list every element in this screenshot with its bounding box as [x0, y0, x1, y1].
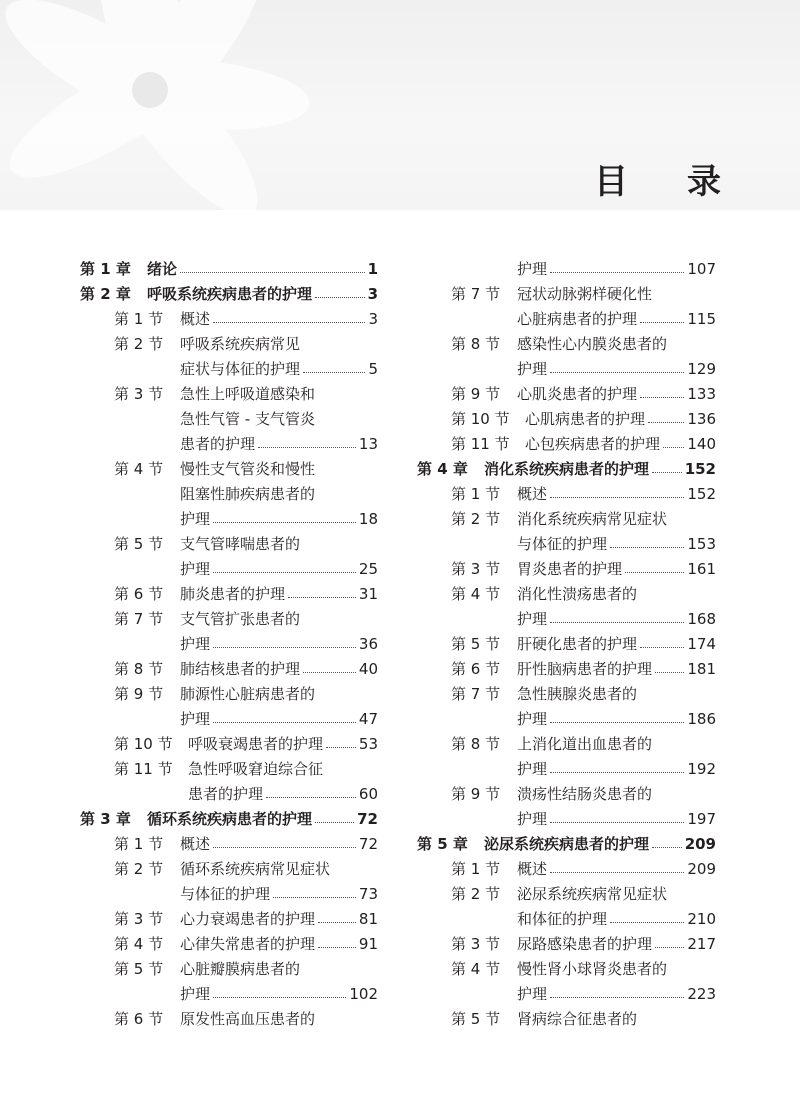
- toc-entry-continuation[interactable]: [417, 707, 716, 732]
- toc-entry-number: 第 10 节: [114, 735, 173, 753]
- toc-entry-title: 概述: [517, 860, 548, 878]
- toc-column-right: [417, 257, 716, 1032]
- toc-entry-continuation[interactable]: [417, 257, 716, 282]
- dot-leader: [550, 857, 684, 873]
- toc-entry-title: 原发性高血压患者的: [180, 1010, 316, 1028]
- toc-chapter-entry[interactable]: [80, 807, 378, 832]
- dot-leader: [213, 307, 365, 323]
- toc-page-number: 53: [358, 735, 378, 753]
- dot-leader: [315, 282, 365, 298]
- toc-section-entry[interactable]: [80, 307, 378, 332]
- toc-entry-continuation[interactable]: [80, 507, 378, 532]
- toc-entry-number: 第 6 节: [114, 585, 164, 603]
- toc-entry-title: 心力衰竭患者的护理: [180, 910, 316, 928]
- toc-entry-title: 消化系统疾病常见症状: [517, 510, 668, 528]
- toc-page-number: 5: [368, 360, 378, 378]
- toc-entry-number: 第 4 节: [114, 935, 164, 953]
- toc-entry-title: 消化性溃疡患者的: [517, 585, 638, 603]
- toc-entry-title: 护理: [517, 610, 548, 628]
- dot-leader: [550, 982, 684, 998]
- toc-section-entry[interactable]: [80, 932, 378, 957]
- toc-entry-number: 第 3 章: [80, 810, 131, 828]
- toc-entry-number: 第 11 节: [451, 435, 510, 453]
- toc-page-number: 129: [687, 360, 716, 378]
- toc-entry-number: 第 3 节: [114, 910, 164, 928]
- toc-page-number: 107: [687, 260, 716, 278]
- dot-leader: [640, 307, 684, 323]
- toc-entry-number: 第 1 节: [451, 485, 501, 503]
- toc-entry-title: 护理: [180, 560, 211, 578]
- toc-entry-number: 第 8 节: [451, 335, 501, 353]
- toc-entry-number: 第 1 节: [114, 310, 164, 328]
- toc-entry-continuation[interactable]: [80, 982, 378, 1007]
- toc-page-number: 209: [687, 860, 716, 878]
- toc-page-number: 192: [687, 760, 716, 778]
- dot-leader: [273, 882, 356, 898]
- toc-entry-title: 肺源性心脏病患者的: [180, 685, 316, 703]
- toc-section-entry[interactable]: [80, 907, 378, 932]
- toc-entry-continuation[interactable]: [417, 607, 716, 632]
- dot-leader: [655, 657, 684, 673]
- toc-entry-title: 肝性脑病患者的护理: [517, 660, 653, 678]
- toc-entry-continuation[interactable]: [417, 532, 716, 557]
- dot-leader: [550, 607, 684, 623]
- toc-entry-title: 心脏瓣膜病患者的: [180, 960, 301, 978]
- toc-entry-title: 护理: [180, 710, 211, 728]
- dot-leader: [326, 732, 356, 748]
- toc-entry-title: 与体征的护理: [180, 885, 271, 903]
- toc-entry-title: 肝硬化患者的护理: [517, 635, 638, 653]
- toc-entry-number: 第 8 节: [451, 735, 501, 753]
- toc-page-number: 73: [358, 885, 378, 903]
- toc-entry-title: 心肌炎患者的护理: [517, 385, 638, 403]
- toc-section-entry[interactable]: [417, 732, 716, 757]
- toc-section-entry[interactable]: [417, 682, 716, 707]
- toc-section-entry[interactable]: [80, 382, 378, 407]
- toc-entry-title: 患者的护理: [180, 435, 256, 453]
- dot-leader: [550, 482, 684, 498]
- toc-entry-title: 护理: [180, 985, 211, 1003]
- toc-page-number: 36: [358, 635, 378, 653]
- toc-entry-number: 第 3 节: [451, 935, 501, 953]
- toc-page-number: 174: [687, 635, 716, 653]
- dot-leader: [550, 707, 684, 723]
- toc-page-number: 140: [687, 435, 716, 453]
- dot-leader: [266, 782, 356, 798]
- toc-page-number: 209: [684, 835, 716, 853]
- toc-section-entry[interactable]: [80, 957, 378, 982]
- toc-entry-title: 概述: [180, 310, 211, 328]
- toc-section-entry[interactable]: [417, 507, 716, 532]
- page-header: [0, 0, 800, 210]
- page-title: [594, 154, 724, 202]
- toc-section-entry[interactable]: [417, 332, 716, 357]
- toc-page-number: 72: [358, 835, 378, 853]
- toc-entry-number: 第 5 节: [451, 635, 501, 653]
- toc-section-entry[interactable]: [417, 957, 716, 982]
- toc-entry-number: 第 7 节: [114, 610, 164, 628]
- dot-leader: [610, 907, 684, 923]
- toc-entry-number: 第 1 节: [114, 835, 164, 853]
- toc-page-number: 186: [687, 710, 716, 728]
- toc-entry-continuation[interactable]: [80, 432, 378, 457]
- toc-entry-title: 上消化道出血患者的: [517, 735, 653, 753]
- toc-entry-title: 胃炎患者的护理: [517, 560, 623, 578]
- dot-leader: [213, 982, 346, 998]
- dot-leader: [550, 257, 684, 273]
- toc-page-number: 3: [367, 285, 378, 303]
- toc-entry-number: 第 7 节: [451, 685, 501, 703]
- toc-entry-number: 第 2 节: [451, 510, 501, 528]
- toc-page-number: 133: [687, 385, 716, 403]
- toc-entry-continuation[interactable]: [80, 407, 378, 432]
- toc-entry-title: 慢性肾小球肾炎患者的: [517, 960, 668, 978]
- toc-section-entry[interactable]: [80, 732, 378, 757]
- toc-entry-title: 肾病综合征患者的: [517, 1010, 638, 1028]
- dot-leader: [652, 457, 682, 473]
- toc-entry-number: 第 6 节: [451, 660, 501, 678]
- toc-entry-number: 第 3 节: [451, 560, 501, 578]
- toc-entry-continuation[interactable]: [80, 557, 378, 582]
- toc-entry-title: 绪论: [147, 260, 178, 278]
- toc-entry-title: 心律失常患者的护理: [180, 935, 316, 953]
- toc-entry-continuation[interactable]: [417, 907, 716, 932]
- toc-section-entry[interactable]: [417, 882, 716, 907]
- toc-section-entry[interactable]: [417, 632, 716, 657]
- dot-leader: [655, 932, 684, 948]
- toc-section-entry[interactable]: [417, 857, 716, 882]
- toc-page-number: 168: [687, 610, 716, 628]
- dot-leader: [213, 507, 356, 523]
- toc-entry-number: 第 1 节: [451, 860, 501, 878]
- toc-entry-title: 护理: [517, 710, 548, 728]
- toc-page-number: 152: [684, 460, 716, 478]
- toc-column-left: [80, 257, 378, 1032]
- toc-page-number: 136: [687, 410, 716, 428]
- toc-entry-title: 溃疡性结肠炎患者的: [517, 785, 653, 803]
- toc-section-entry[interactable]: [80, 457, 378, 482]
- dot-leader: [648, 407, 684, 423]
- toc-entry-title: 概述: [517, 485, 548, 503]
- toc-entry-number: 第 4 节: [114, 460, 164, 478]
- toc-entry-title: 泌尿系统疾病患者的护理: [484, 835, 650, 853]
- toc-entry-number: 第 11 节: [114, 760, 173, 778]
- toc-page-number: 81: [358, 910, 378, 928]
- toc-chapter-entry[interactable]: [417, 832, 716, 857]
- toc-entry-title: 护理: [517, 760, 548, 778]
- toc-entry-title: 冠状动脉粥样硬化性: [517, 285, 653, 303]
- toc-entry-title: 肺炎患者的护理: [180, 585, 286, 603]
- toc-entry-title: 急性气管 - 支气管炎: [180, 410, 315, 428]
- toc-entry-title: 消化系统疾病患者的护理: [484, 460, 650, 478]
- toc-section-entry[interactable]: [80, 332, 378, 357]
- toc-entry-title: 急性上呼吸道感染和: [180, 385, 316, 403]
- toc-entry-continuation[interactable]: [80, 357, 378, 382]
- dot-leader: [303, 657, 356, 673]
- toc-page-number: 18: [358, 510, 378, 528]
- dot-leader: [318, 932, 356, 948]
- toc-page-number: 217: [687, 935, 716, 953]
- toc-chapter-entry[interactable]: [80, 257, 378, 282]
- toc-page-number: 31: [358, 585, 378, 603]
- dot-leader: [640, 632, 684, 648]
- dot-leader: [258, 432, 356, 448]
- toc-entry-title: 呼吸系统疾病常见: [180, 335, 301, 353]
- toc-section-entry[interactable]: [80, 757, 378, 782]
- toc-entry-continuation[interactable]: [417, 807, 716, 832]
- toc-entry-title: 护理: [180, 510, 211, 528]
- toc-page-number: 153: [687, 535, 716, 553]
- toc-page-number: 152: [687, 485, 716, 503]
- toc-entry-title: 循环系统疾病患者的护理: [147, 810, 313, 828]
- toc-page-number: 181: [687, 660, 716, 678]
- toc-page-number: 1: [367, 260, 378, 278]
- toc-entry-number: 第 5 节: [114, 960, 164, 978]
- toc-entry-continuation[interactable]: [80, 482, 378, 507]
- toc-entry-title: 急性呼吸窘迫综合征: [188, 760, 324, 778]
- toc-entry-title: 慢性支气管炎和慢性: [180, 460, 316, 478]
- toc-entry-title: 护理: [517, 360, 548, 378]
- dot-leader: [288, 582, 356, 598]
- toc-page-number: 72: [357, 810, 378, 828]
- title-char-2: 录: [687, 162, 721, 202]
- toc-entry-number: 第 2 节: [451, 885, 501, 903]
- toc-entry-title: 概述: [180, 835, 211, 853]
- toc-entry-title: 心包疾病患者的护理: [525, 435, 661, 453]
- toc-section-entry[interactable]: [80, 532, 378, 557]
- toc-section-entry[interactable]: [417, 657, 716, 682]
- toc-page-number: 40: [358, 660, 378, 678]
- toc-section-entry[interactable]: [80, 1007, 378, 1032]
- toc-chapter-entry[interactable]: [417, 457, 716, 482]
- toc-entry-number: 第 2 章: [80, 285, 131, 303]
- toc-entry-title: 患者的护理: [188, 785, 264, 803]
- dot-leader: [610, 532, 684, 548]
- toc-entry-number: 第 9 节: [114, 685, 164, 703]
- toc-section-entry[interactable]: [417, 557, 716, 582]
- toc-page-number: 102: [349, 985, 378, 1003]
- toc-entry-title: 阻塞性肺疾病患者的: [180, 485, 316, 503]
- toc-entry-continuation[interactable]: [80, 632, 378, 657]
- toc-page-number: 91: [358, 935, 378, 953]
- dot-leader: [213, 632, 356, 648]
- toc-page-number: 223: [687, 985, 716, 1003]
- toc-page-number: 161: [687, 560, 716, 578]
- toc-entry-title: 护理: [180, 635, 211, 653]
- toc-page-number: 60: [358, 785, 378, 803]
- toc-entry-title: 症状与体征的护理: [180, 360, 301, 378]
- toc-section-entry[interactable]: [80, 582, 378, 607]
- toc-entry-title: 护理: [517, 810, 548, 828]
- toc-entry-continuation[interactable]: [80, 707, 378, 732]
- toc-entry-number: 第 10 节: [451, 410, 510, 428]
- toc-section-entry[interactable]: [417, 1007, 716, 1032]
- toc-section-entry[interactable]: [417, 482, 716, 507]
- dot-leader: [213, 832, 356, 848]
- toc-page-number: 13: [358, 435, 378, 453]
- toc-section-entry[interactable]: [80, 607, 378, 632]
- toc-entry-title: 心脏病患者的护理: [517, 310, 638, 328]
- dot-leader: [180, 257, 365, 273]
- toc-entry-number: 第 4 节: [451, 585, 501, 603]
- toc-entry-title: 护理: [517, 260, 548, 278]
- dot-leader: [213, 557, 356, 573]
- toc-entry-title: 感染性心内膜炎患者的: [517, 335, 668, 353]
- toc-entry-continuation[interactable]: [80, 782, 378, 807]
- dot-leader: [550, 807, 684, 823]
- dot-leader: [213, 707, 356, 723]
- toc-entry-title: 肺结核患者的护理: [180, 660, 301, 678]
- toc-page-number: 25: [358, 560, 378, 578]
- toc-entry-title: 和体征的护理: [517, 910, 608, 928]
- toc-entry-number: 第 5 节: [114, 535, 164, 553]
- toc-entry-number: 第 3 节: [114, 385, 164, 403]
- toc-section-entry[interactable]: [80, 682, 378, 707]
- toc-entry-title: 循环系统疾病常见症状: [180, 860, 331, 878]
- toc-entry-continuation[interactable]: [417, 357, 716, 382]
- dot-leader: [625, 557, 684, 573]
- toc-section-entry[interactable]: [80, 857, 378, 882]
- dot-leader: [550, 757, 684, 773]
- toc-entry-number: 第 5 节: [451, 1010, 501, 1028]
- toc-entry-title: 支气管扩张患者的: [180, 610, 301, 628]
- toc-entry-number: 第 2 节: [114, 335, 164, 353]
- toc-entry-title: 呼吸衰竭患者的护理: [188, 735, 324, 753]
- toc-section-entry[interactable]: [417, 282, 716, 307]
- toc-entry-continuation[interactable]: [80, 882, 378, 907]
- dot-leader: [640, 382, 684, 398]
- toc-entry-title: 与体征的护理: [517, 535, 608, 553]
- toc-entry-number: 第 5 章: [417, 835, 468, 853]
- toc-entry-number: 第 9 节: [451, 385, 501, 403]
- dot-leader: [303, 357, 365, 373]
- toc-entry-title: 尿路感染患者的护理: [517, 935, 653, 953]
- toc-section-entry[interactable]: [417, 382, 716, 407]
- dot-leader: [318, 907, 356, 923]
- toc-section-entry[interactable]: [80, 832, 378, 857]
- toc-section-entry[interactable]: [417, 932, 716, 957]
- toc-entry-title: 支气管哮喘患者的: [180, 535, 301, 553]
- toc-entry-number: 第 4 节: [451, 960, 501, 978]
- toc-section-entry[interactable]: [417, 432, 716, 457]
- toc-page-number: 115: [687, 310, 716, 328]
- toc-entry-title: 心肌病患者的护理: [525, 410, 646, 428]
- toc-entry-title: 泌尿系统疾病常见症状: [517, 885, 668, 903]
- toc-chapter-entry[interactable]: [80, 282, 378, 307]
- toc-entry-continuation[interactable]: [417, 982, 716, 1007]
- toc-entry-number: 第 1 章: [80, 260, 131, 278]
- toc-page-number: 197: [687, 810, 716, 828]
- dot-leader: [315, 807, 354, 823]
- toc-entry-number: 第 9 节: [451, 785, 501, 803]
- toc-section-entry[interactable]: [417, 782, 716, 807]
- toc-section-entry[interactable]: [417, 407, 716, 432]
- toc-entry-number: 第 6 节: [114, 1010, 164, 1028]
- dot-leader: [550, 357, 684, 373]
- toc-entry-title: 急性胰腺炎患者的: [517, 685, 638, 703]
- toc-page-number: 210: [687, 910, 716, 928]
- title-char-1: 目: [594, 162, 628, 202]
- toc-entry-number: 第 7 节: [451, 285, 501, 303]
- dot-leader: [652, 832, 682, 848]
- toc-section-entry[interactable]: [417, 582, 716, 607]
- toc-entry-number: 第 8 节: [114, 660, 164, 678]
- toc-entry-title: 护理: [517, 985, 548, 1003]
- toc-entry-title: 呼吸系统疾病患者的护理: [147, 285, 313, 303]
- toc-page-number: 3: [368, 310, 378, 328]
- toc-page-number: 47: [358, 710, 378, 728]
- toc-entry-number: 第 4 章: [417, 460, 468, 478]
- dot-leader: [663, 432, 684, 448]
- toc-entry-continuation[interactable]: [417, 307, 716, 332]
- toc-section-entry[interactable]: [80, 657, 378, 682]
- toc-entry-number: 第 2 节: [114, 860, 164, 878]
- toc-entry-continuation[interactable]: [417, 757, 716, 782]
